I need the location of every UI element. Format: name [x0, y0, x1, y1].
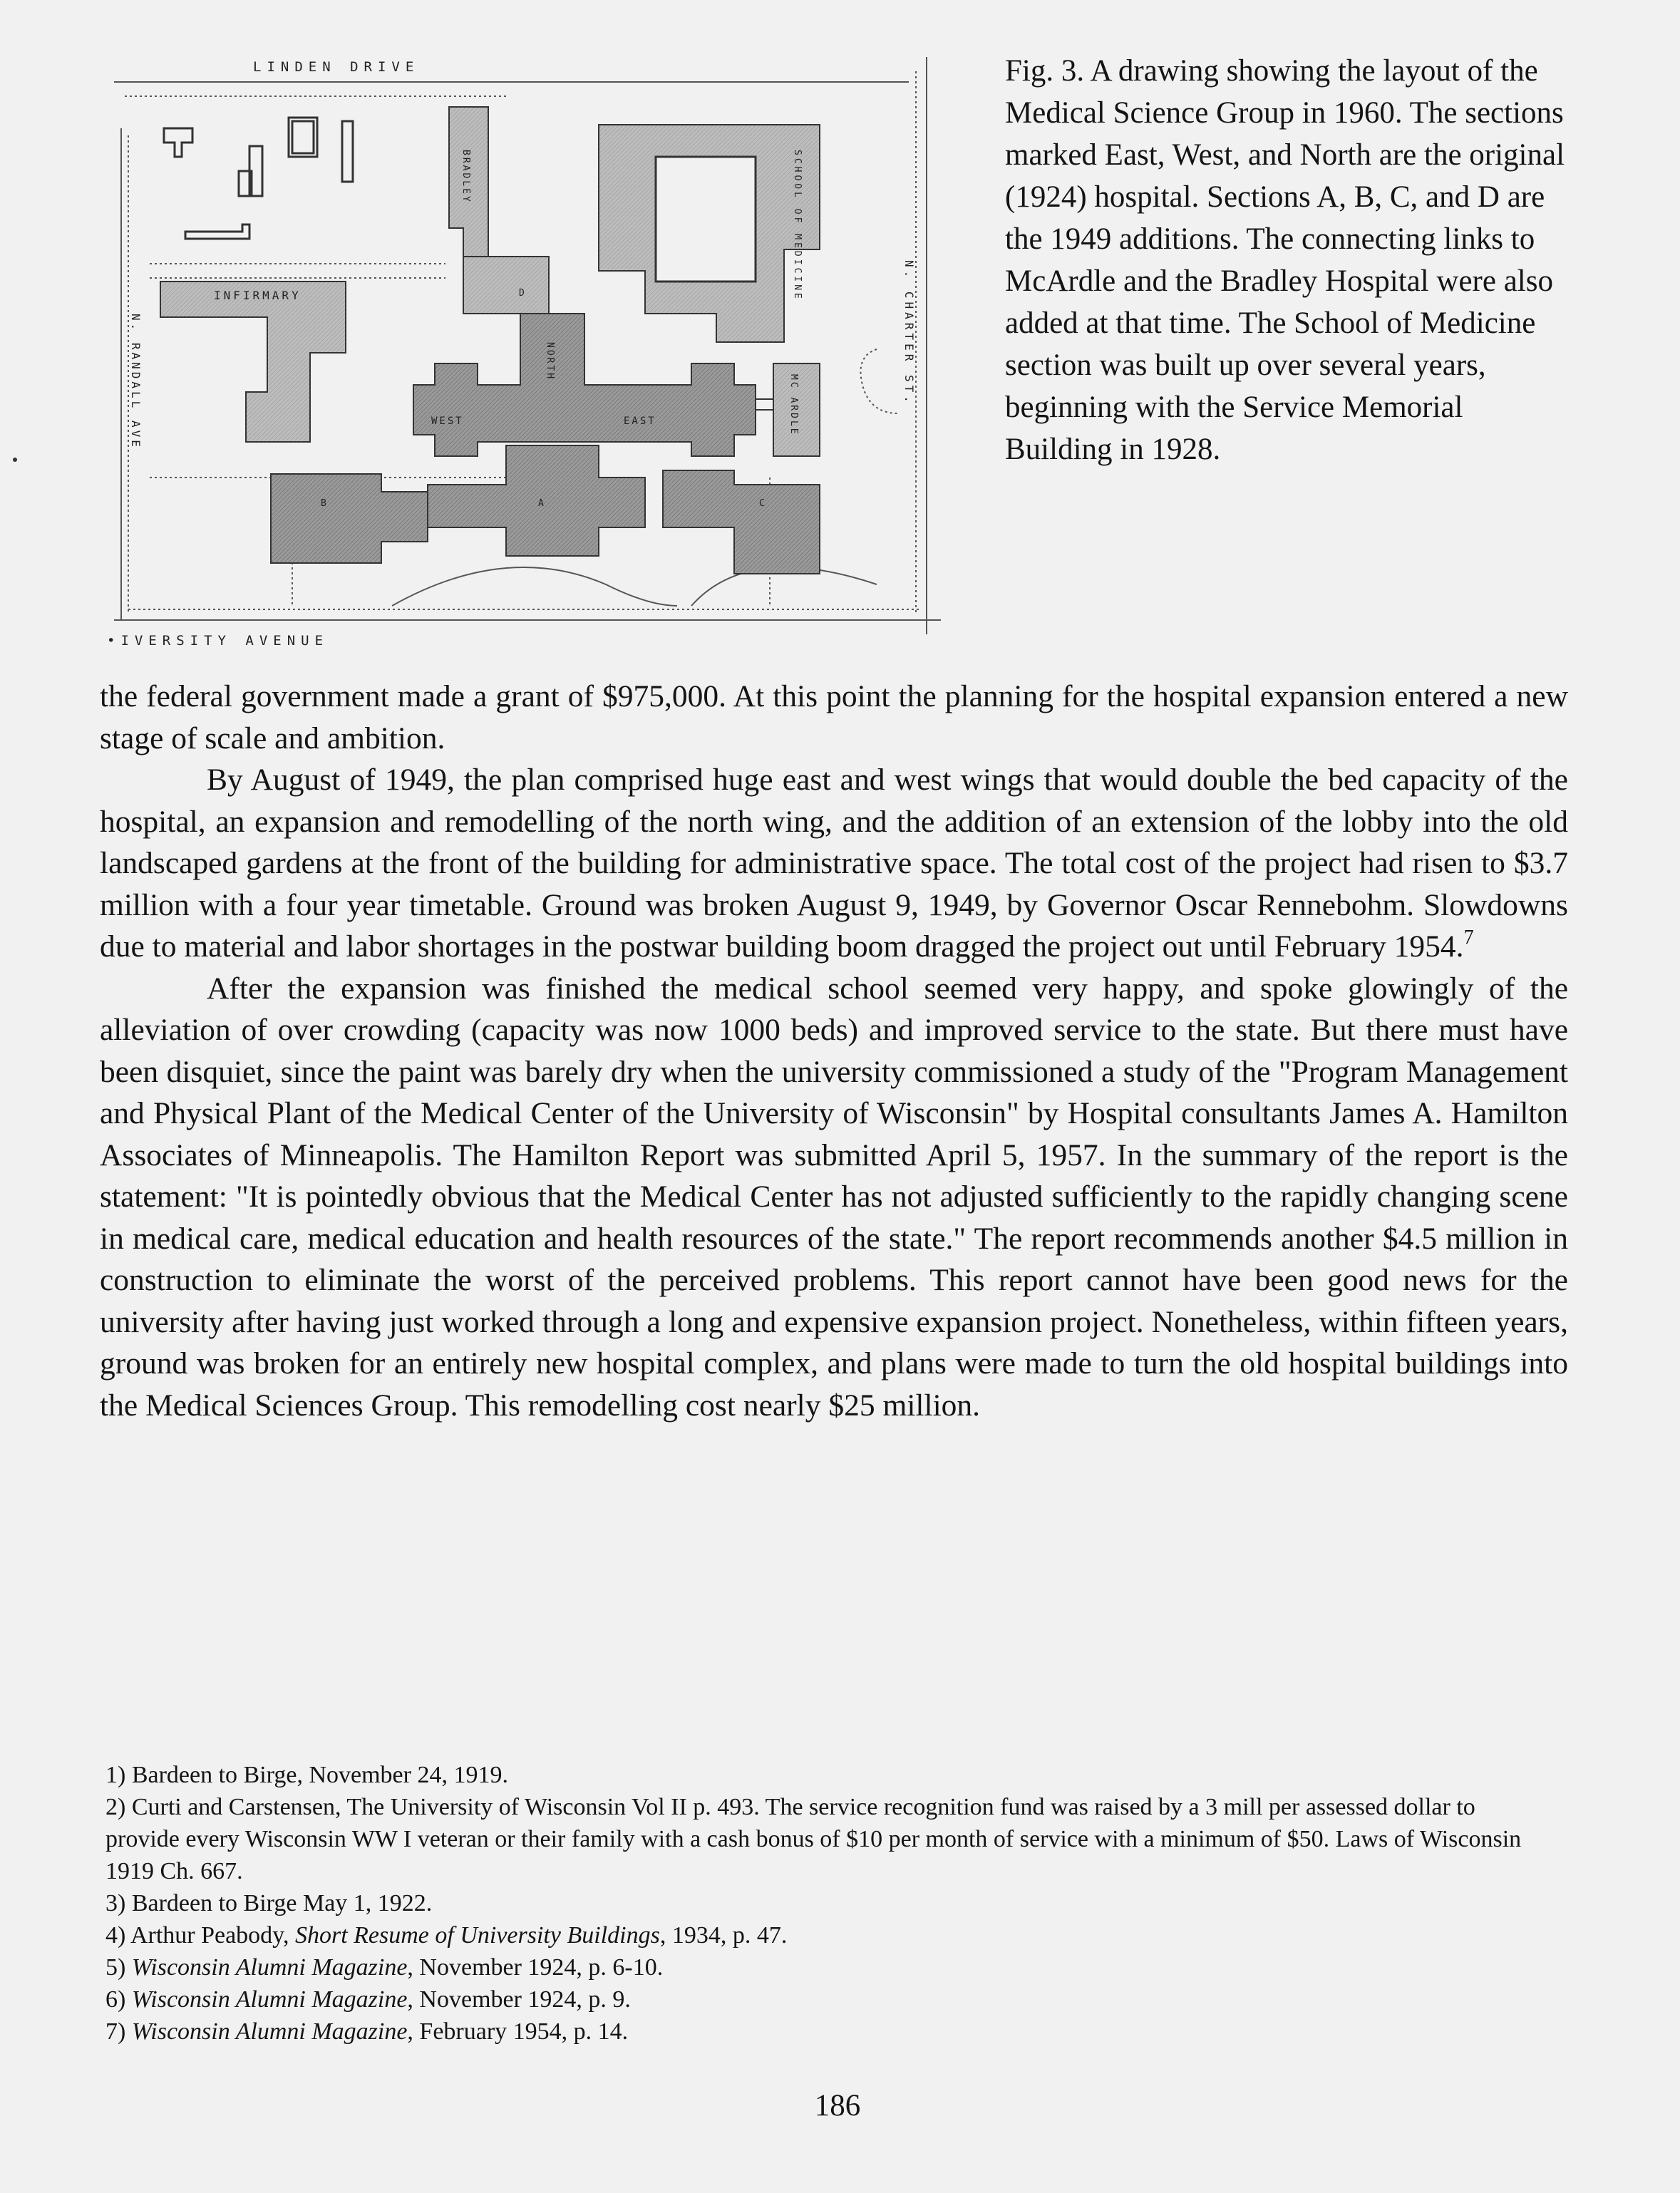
small-buildings: [164, 118, 353, 239]
university-avenue-label: •IVERSITY AVENUE: [107, 633, 329, 649]
paragraph-2: [100, 759, 1568, 968]
footnote-7: [105, 2016, 1545, 2048]
charter-st-label: N. CHARTER ST.: [902, 260, 916, 406]
paragraph-2-text: By August of 1949, the plan comprised huge east and west wings that would double the bed capacity of the hospital, an expansion and remodelling of the north wing, and the addition of an extension of the lobby into the old landscaped gardens at the front of the building for administrative space. The total cost of the project had risen to $3.7 million with a four year timetable. Ground was broken August 9, 1949, by Governor Oscar Rennebohm. Slowdowns due to material and labor shortages in the postwar building boom dragged the project out until February 1954.: [100, 763, 1568, 964]
footnote-ref-7: 7: [1463, 927, 1474, 949]
footnote-2: 2) Curti and Carstensen, The University of Wisconsin Vol II p. 493. The service recognition fund was raised by a 3 mill per assessed dollar to provide every Wisconsin WW I veteran or their family with a cash bonus of $10 per month of service with a minimum of $50. Laws of Wisconsin 1919 Ch. 667.: [105, 1794, 1522, 1884]
site-plan-drawing: [107, 43, 955, 663]
infirmary-building: [160, 282, 346, 442]
building-footprints: [160, 107, 820, 574]
stray-mark: [13, 458, 17, 462]
section-b-label: B: [321, 498, 326, 509]
footnote-7-title: Wisconsin Alumni Magazine: [131, 2018, 408, 2045]
paragraph-1: the federal government made a grant of $975,000. At this point the planning for the hospital expansion entered a new stage of scale and ambition.: [100, 679, 1568, 755]
footnote-7-suffix: , February 1954, p. 14.: [407, 2018, 629, 2045]
section-b: [271, 474, 428, 563]
section-a: [428, 445, 645, 556]
mcardle-label: MC ARDLE: [788, 374, 799, 436]
footnote-5-prefix: 5): [105, 1954, 132, 1981]
original-hospital-east-west-north: [413, 314, 756, 456]
footnote-6: [105, 1983, 1545, 2016]
section-c: [663, 470, 820, 574]
footnote-6-suffix: , November 1924, p. 9.: [407, 1986, 631, 2013]
paragraph-3: After the expansion was finished the medical school seemed very happy, and spoke glowingly of the alleviation of over crowding (capacity was now 1000 beds) and improved service to the state. But there must have been disquiet, since the paint was barely dry when the university commissioned a study of the "Program Management and Physical Plant of the Medical Center of the University of Wisconsin" by Hospital consultants James A. Hamilton Associates of Minneapolis. The Hamilton Report was submitted April 5, 1957. In the summary of the report is the statement: "It is pointedly obvious that the Medical Center has not adjusted sufficiently to the rapidly changing scene in medical care, medical education and health resources of the state." The report recommends another $4.5 million in construction to eliminate the worst of the perceived problems. This report cannot have been good news for the university after having just worked through a long and expensive expansion project. Nonetheless, within fifteen years, ground was broken for an entirely new hospital complex, and plans were made to turn the old hospital buildings into the Medical Sciences Group. This remodelling cost nearly $25 million.: [100, 971, 1568, 1423]
footnote-1: 1) Bardeen to Birge, November 24, 1919.: [105, 1762, 508, 1788]
footnote-4-title: Short Resume of University Buildings: [294, 1922, 660, 1949]
section-a-label: A: [538, 498, 544, 509]
infirmary-label: INFIRMARY: [214, 289, 302, 302]
page-number: 186: [814, 2089, 861, 2122]
footnote-4-suffix: , 1934, p. 47.: [659, 1922, 788, 1949]
footnote-6-title: Wisconsin Alumni Magazine: [131, 1986, 408, 2013]
east-label: EAST: [624, 416, 656, 427]
linden-drive-label: LINDEN DRIVE: [253, 59, 420, 75]
footnotes: [105, 1759, 1545, 2048]
footnote-5: [105, 1951, 1545, 1983]
site-plan-figure: [107, 43, 955, 663]
north-label: NORTH: [545, 342, 555, 381]
school-courtyard: [656, 157, 756, 282]
section-d-label: D: [519, 288, 525, 299]
west-label: WEST: [431, 416, 464, 427]
school-of-medicine-label: SCHOOL OF MEDICINE: [792, 150, 803, 301]
section-d: [463, 257, 549, 314]
bradley-label: BRADLEY: [460, 150, 471, 204]
footnote-5-suffix: , November 1924, p. 6-10.: [407, 1954, 664, 1981]
section-c-label: C: [759, 498, 765, 509]
footnote-3: 3) Bardeen to Birge May 1, 1922.: [105, 1890, 433, 1916]
figure-caption: Fig. 3. A drawing showing the layout of the Medical Science Group in 1960. The sections marked East, West, and North are the original (1924) hospital. Sections A, B, C, and D are the 1949 additions. The connecting links to McArdle and the Bradley Hospital were also added at that time. The School of Medicine section was built up over several years, beginning with the Service Memorial Building in 1928.: [1005, 54, 1565, 466]
randall-ave-label: N. RANDALL AVE: [129, 314, 143, 450]
footnote-4-prefix: 4) Arthur Peabody,: [105, 1922, 295, 1949]
body-text: [100, 676, 1568, 1426]
footnote-6-prefix: 6): [105, 1986, 132, 2013]
footnote-4: [105, 1919, 1545, 1951]
footnote-7-prefix: 7): [105, 2018, 132, 2045]
footnote-5-title: Wisconsin Alumni Magazine: [131, 1954, 408, 1981]
